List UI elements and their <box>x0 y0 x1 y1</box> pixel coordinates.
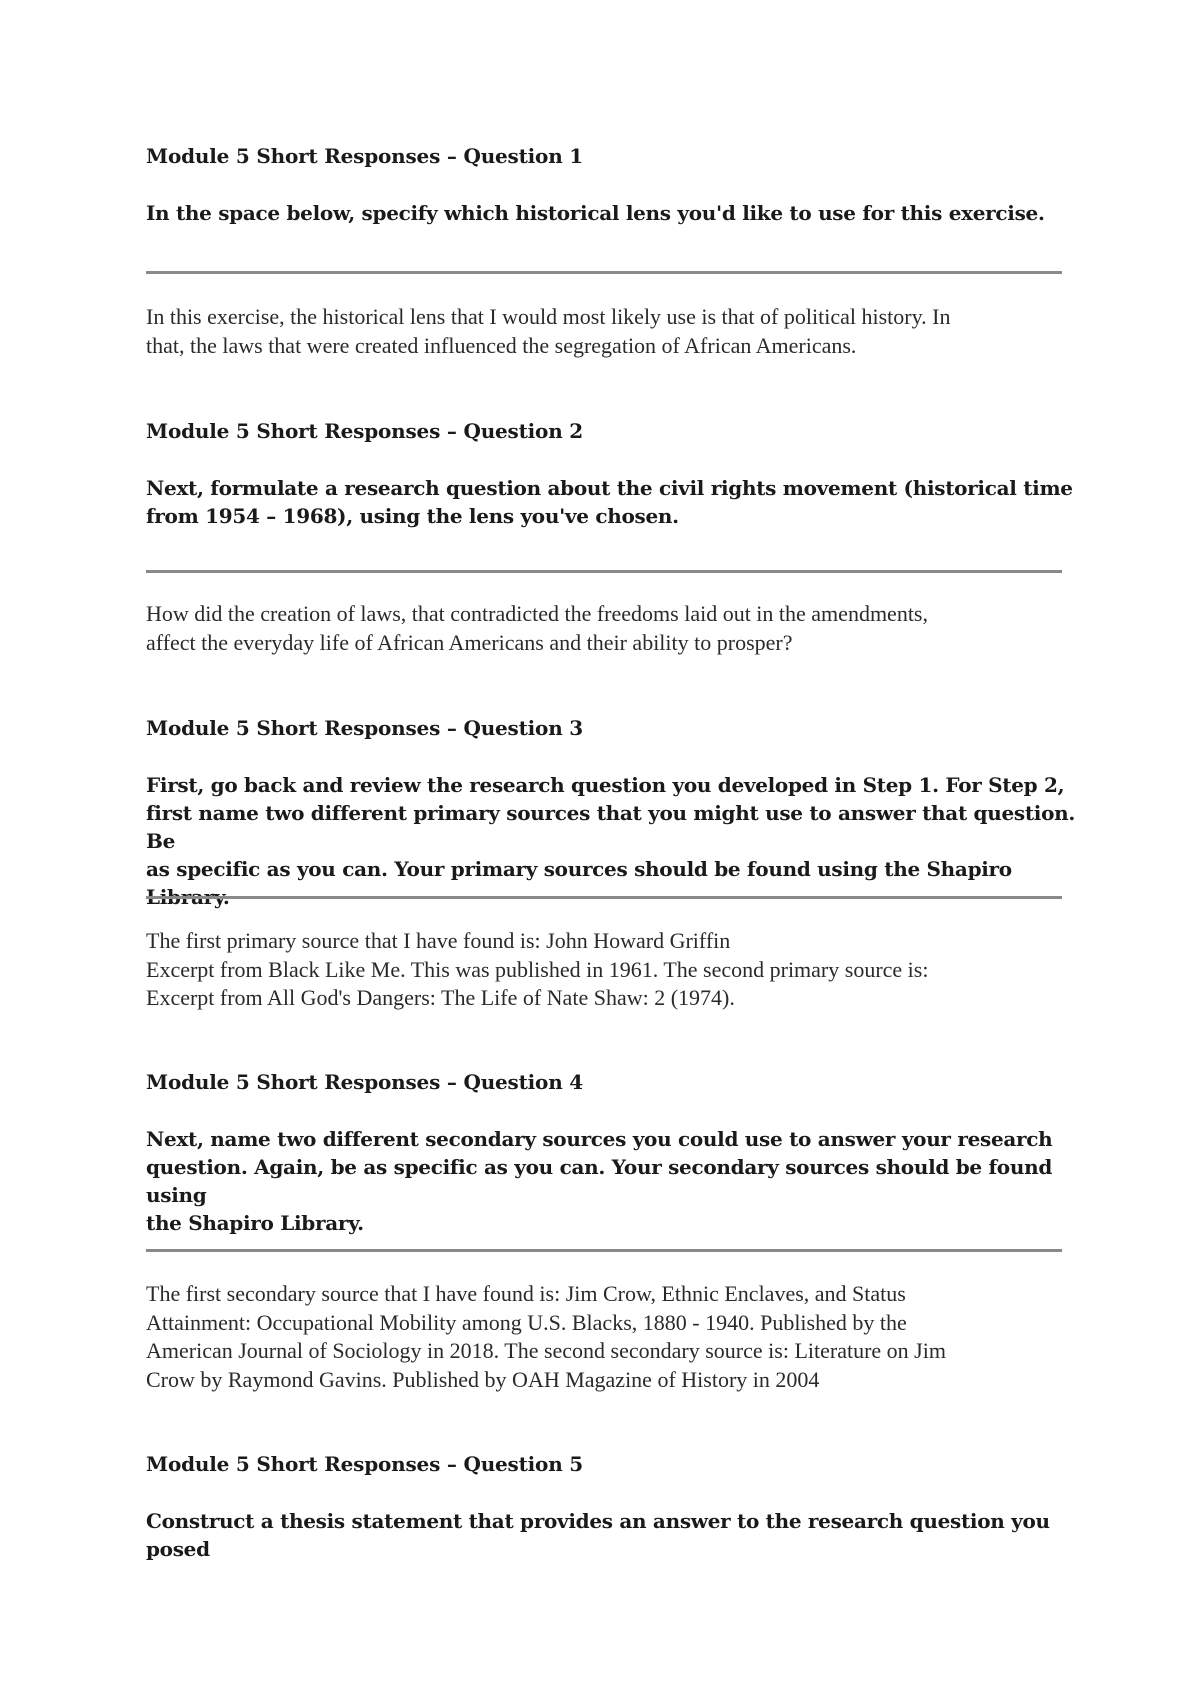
prompt-line: the Shapiro Library. <box>146 1211 364 1235</box>
section-title: Module 5 Short Responses – Question 2 <box>146 419 584 443</box>
answer-line: Attainment: Occupational Mobility among U.S. Blacks, 1880 - 1940. Published by the <box>146 1309 907 1335</box>
answer-divider <box>146 896 1062 899</box>
answer-line: In this exercise, the historical lens that I would most likely use is that of political history. In <box>146 304 951 329</box>
answer-q1 <box>146 303 1076 360</box>
prompt-q5 <box>146 1507 1086 1563</box>
answer-line: affect the everyday life of African Americans and their ability to prosper? <box>146 629 793 655</box>
prompt-q2 <box>146 474 1076 530</box>
answer-line: Excerpt from Black Like Me. This was published in 1961. The second primary source is: <box>146 956 929 982</box>
answer-line: American Journal of Sociology in 2018. The second secondary source is: Literature on Jim <box>146 1338 946 1363</box>
answer-line: that, the laws that were created influenced the segregation of African Americans. <box>146 332 857 358</box>
section-q4 <box>146 1068 1062 1123</box>
section-title: Module 5 Short Responses – Question 5 <box>146 1452 584 1476</box>
answer-q2 <box>146 600 1076 657</box>
prompt-q1 <box>146 199 1076 227</box>
prompt-text: In the space below, specify which historical lens you'd like to use for this exercise. <box>146 201 1045 225</box>
prompt-line: Construct a thesis statement that provides an answer to the research question you posed <box>146 1509 1050 1561</box>
prompt-line: as specific as you can. Your primary sources should be found using the Shapiro Library. <box>146 857 1012 909</box>
answer-divider <box>146 271 1062 274</box>
prompt-line: Next, formulate a research question about the civil rights movement (historical time <box>146 476 1073 500</box>
answer-q3 <box>146 927 1076 1013</box>
prompt-line: first name two different primary sources that you might use to answer that question. Be <box>146 801 1076 853</box>
section-q3 <box>146 714 1062 769</box>
section-title: Module 5 Short Responses – Question 3 <box>146 716 584 740</box>
answer-line: The first primary source that I have found is: John Howard Griffin <box>146 928 731 953</box>
section-title: Module 5 Short Responses – Question 4 <box>146 1070 584 1094</box>
answer-divider <box>146 570 1062 573</box>
answer-line: Excerpt from All God's Dangers: The Life of Nate Shaw: 2 (1974). <box>146 985 735 1010</box>
section-title: Module 5 Short Responses – Question 1 <box>146 144 584 168</box>
prompt-q4 <box>146 1125 1076 1237</box>
answer-divider <box>146 1249 1062 1252</box>
prompt-line: First, go back and review the research question you developed in Step 1. For Step 2, <box>146 773 1065 797</box>
section-q2 <box>146 417 1062 472</box>
prompt-q3 <box>146 771 1076 911</box>
prompt-line: Next, name two different secondary sources you could use to answer your research <box>146 1127 1053 1151</box>
section-q1 <box>146 142 1062 197</box>
answer-line: How did the creation of laws, that contradicted the freedoms laid out in the amendments, <box>146 601 928 626</box>
section-q5 <box>146 1450 1062 1505</box>
prompt-line: question. Again, be as specific as you can. Your secondary sources should be found using <box>146 1155 1053 1207</box>
prompt-line: from 1954 – 1968), using the lens you've chosen. <box>146 504 679 528</box>
answer-q4 <box>146 1280 1076 1394</box>
answer-line: Crow by Raymond Gavins. Published by OAH Magazine of History in 2004 <box>146 1366 820 1392</box>
answer-line: The first secondary source that I have found is: Jim Crow, Ethnic Enclaves, and Status <box>146 1281 906 1306</box>
